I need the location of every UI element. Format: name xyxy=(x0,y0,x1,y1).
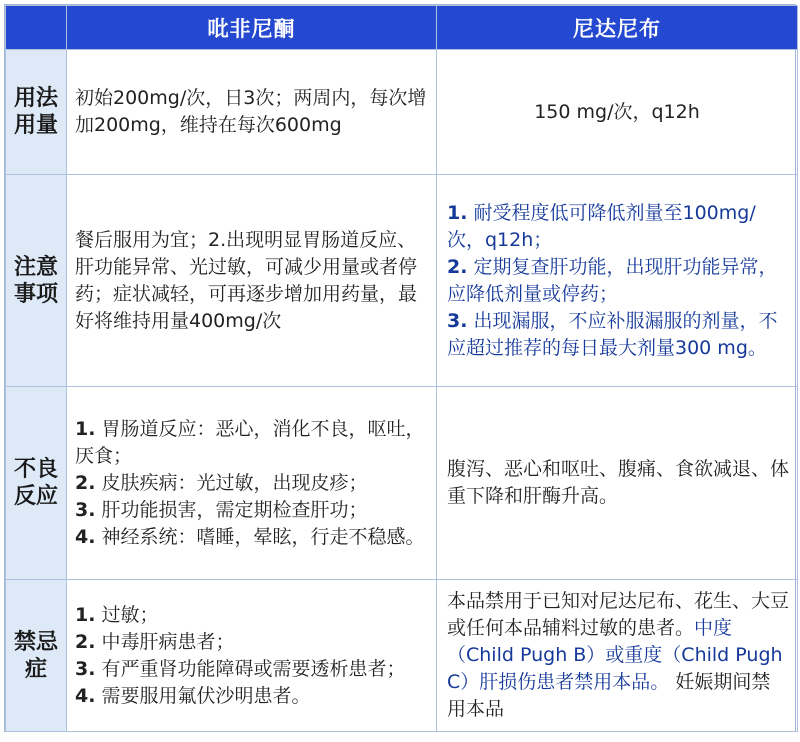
list-item: 3. 出现漏服，不应补服漏服的剂量，不应超过推荐的每日最大剂量300 mg。 xyxy=(447,309,778,359)
list-item: 2. 皮肤疾病：光过敏，出现皮疹； xyxy=(75,471,368,494)
row-label-adverse-reactions xyxy=(6,387,67,580)
pirfenidone-adverse-cell xyxy=(67,387,437,580)
row-label-line: 用法 xyxy=(14,86,59,111)
table-row-dosage xyxy=(6,50,798,175)
pirfenidone-precautions-text: 餐后服用为宜；2.出现明显胃肠道反应、肝功能异常、光过敏，可减少用量或者停药；症状减轻，可再逐步增加用药量，最好将维持用量400mg/次 xyxy=(75,228,418,332)
nintedanib-dosage-cell xyxy=(437,50,798,175)
row-label-line: 用量 xyxy=(14,113,59,138)
row-label-dosage xyxy=(6,50,67,175)
list-item: 4. 需要服用氟伏沙明患者。 xyxy=(75,684,311,707)
row-label-line: 反应 xyxy=(14,484,59,509)
row-label-text xyxy=(14,456,58,510)
list-item: 1. 耐受程度低可降低剂量至100mg/次，q12h； xyxy=(447,201,756,251)
drug-comparison-table xyxy=(5,5,798,732)
nintedanib-contraindications-cell xyxy=(437,580,798,732)
pirfenidone-dosage-text: 初始200mg/次，日3次；两周内，每次增加200mg，维持在每次600mg xyxy=(75,87,427,136)
list-item: 2. 定期复查肝功能，出现肝功能异常，应降低剂量或停药； xyxy=(447,255,778,305)
table-row-contraindications xyxy=(6,580,798,732)
contraindication-line-3: 妊娠期间禁用本品 xyxy=(447,671,771,720)
header-corner-cell xyxy=(6,6,67,50)
nintedanib-adverse-cell xyxy=(437,387,798,580)
list-item: 2. 中毒肝病患者； xyxy=(75,630,235,653)
row-label-line: 事项 xyxy=(14,281,59,307)
comparison-table-frame xyxy=(4,4,796,732)
list-item: 3. 肝功能损害，需定期检查肝功； xyxy=(75,498,368,521)
row-label-text xyxy=(14,85,58,139)
list-item: 4. 神经系统：嗜睡，晕眩，行走不稳感。 xyxy=(75,525,425,548)
nintedanib-dosage-text: 150 mg/次，q12h xyxy=(534,100,700,123)
list-item: 1. 过敏； xyxy=(75,603,159,626)
header-nintedanib: 尼达尼布 xyxy=(437,6,798,50)
contraindication-line-2: 中度（Child Pugh B）或重度（Child Pugh C）肝损伤患者禁用本品。 xyxy=(447,617,783,693)
table-row-precautions xyxy=(6,175,798,387)
list-item: 1. 胃肠道反应：恶心，消化不良，呕吐，厌食； xyxy=(75,417,425,467)
row-label-line: 症 xyxy=(24,656,47,682)
list-item: 3. 有严重肾功能障碍或需要透析患者； xyxy=(75,657,406,680)
row-label-text xyxy=(14,254,58,308)
table-row-adverse-reactions xyxy=(6,387,798,580)
row-label-text xyxy=(14,629,58,683)
nintedanib-adverse-text: 腹泻、恶心和呕吐、腹痛、食欲减退、体重下降和肝酶升高。 xyxy=(447,458,790,507)
row-label-line: 不良 xyxy=(14,457,59,482)
pirfenidone-precautions-cell xyxy=(67,175,437,387)
nintedanib-precautions-cell xyxy=(437,175,798,387)
header-row xyxy=(6,6,798,50)
row-label-line: 注意 xyxy=(14,254,59,280)
header-pirfenidone: 吡非尼酮 xyxy=(67,6,437,50)
row-label-precautions xyxy=(6,175,67,387)
pirfenidone-dosage-cell xyxy=(67,50,437,175)
row-label-contraindications xyxy=(6,580,67,732)
contraindication-line-1: 本品禁用于已知对尼达尼布、花生、大豆或任何本品辅料过敏的患者。 xyxy=(447,590,790,639)
row-label-line: 禁忌 xyxy=(14,629,59,655)
pirfenidone-contraindications-cell xyxy=(67,580,437,732)
